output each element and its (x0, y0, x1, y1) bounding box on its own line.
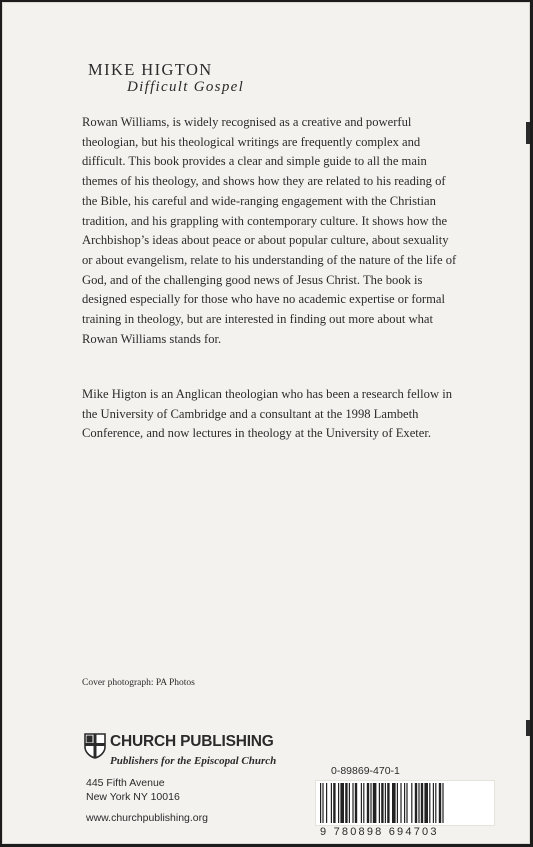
barcode-bar (400, 783, 401, 823)
barcode-bar (411, 783, 412, 823)
barcode-bar (381, 783, 383, 823)
book-back-cover (2, 2, 530, 844)
barcode-bar (340, 783, 344, 823)
edge-mark (526, 720, 530, 736)
barcode-bar (333, 783, 335, 823)
barcode-bar (397, 783, 398, 823)
barcode-bar (370, 783, 371, 823)
barcode-bar (418, 783, 419, 823)
author-bio-paragraph: Mike Higton is an Anglican theologian who has been a research fellow in the University of Cambridge and a consultant at the 1998 Lambeth Conference, and now lectures in theology at the University of Exeter. (82, 387, 453, 441)
book-title: Difficult Gospel (127, 79, 245, 95)
barcode-bar (387, 783, 389, 823)
barcode-bar (331, 783, 332, 823)
barcode-bar (421, 783, 423, 823)
barcode-bar (424, 783, 428, 823)
barcode-bar (326, 783, 327, 823)
barcode-bar (363, 783, 364, 823)
barcode-bar (349, 783, 350, 823)
barcode-bar (352, 783, 353, 823)
barcode-bar (385, 783, 386, 823)
barcode-bar (338, 783, 339, 823)
publisher-tagline: Publishers for the Episcopal Church (110, 755, 277, 767)
barcode-bar (429, 783, 430, 823)
barcode-bar (367, 783, 369, 823)
barcode-bar (322, 783, 323, 823)
barcode-bars (316, 781, 494, 825)
barcode-bar (379, 783, 380, 823)
barcode-bar (439, 783, 441, 823)
barcode-bar (320, 783, 321, 823)
barcode-bar (435, 783, 436, 823)
isbn-10: 0-89869-470-1 (331, 765, 400, 777)
episcopal-shield-icon (84, 733, 106, 759)
barcode-bar (415, 783, 417, 823)
barcode-bar (404, 783, 405, 823)
author-name: MIKE HIGTON (88, 60, 213, 79)
barcode-bar (373, 783, 377, 823)
barcode-bar (392, 783, 396, 823)
publisher-website: www.churchpublishing.org (86, 812, 208, 824)
barcode (315, 780, 495, 826)
photo-credit: Cover photograph: PA Photos (82, 678, 195, 688)
barcode-bar (433, 783, 434, 823)
edge-mark (526, 122, 530, 144)
isbn-13: 9 780898 694703 (320, 826, 439, 838)
blurb-paragraph: Rowan Williams, is widely recognised as a creative and powerful theologian, but his theological writings are frequently complex and difficult. This book provides a clear and simple guide to all the main themes of his theology, and shows how they are related to his reading of the Bible, his careful and wide-ranging engagement with the Christian tradition, and his grappling with contemporary culture. It shows how the Archbishop’s ideas about peace or about popular culture, about sexuality or about evangelism, relate to his understanding of the nature of the life of God, and of the challenging good news of Jesus Christ. The book is designed especially for those who have no academic expertise or formal training in theology, but are interested in finding out more about what Rowan Williams stands for. (82, 115, 457, 346)
barcode-bar (361, 783, 362, 823)
publisher-address-line1: 445 Fifth Avenue (86, 777, 165, 789)
publisher-name: CHURCH PUBLISHING (110, 733, 274, 750)
barcode-bar (345, 783, 347, 823)
barcode-bar (406, 783, 407, 823)
barcode-bar (355, 783, 357, 823)
publisher-address-line2: New York NY 10016 (86, 791, 180, 803)
barcode-bar (442, 783, 443, 823)
